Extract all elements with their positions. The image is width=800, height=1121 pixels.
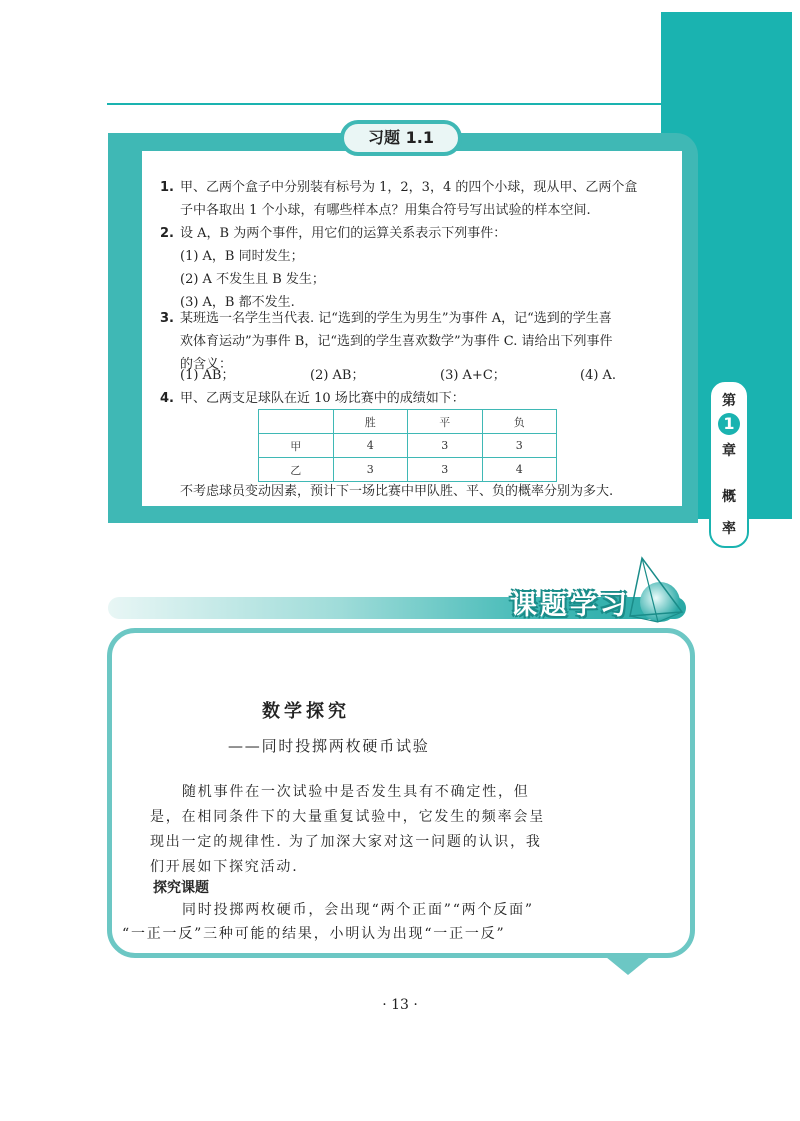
table-cell: 4 — [333, 434, 408, 458]
table-row — [259, 458, 557, 482]
inquiry-section-line-1: 同时投掷两枚硬币，会出现“两个正面”“两个反面” — [182, 902, 534, 918]
table-cell: 甲 — [259, 434, 334, 458]
inquiry-section-heading: 探究课题 — [153, 880, 209, 896]
banner-title: 课题学习 — [510, 590, 630, 621]
question-3-number: 3. — [160, 311, 174, 326]
inquiry-paragraph-line-1: 随机事件在一次试验中是否发生具有不确定性，但 — [182, 784, 530, 800]
question-3-option-4: (4) A. — [580, 368, 617, 383]
question-2-item-3: (3) A，B 都不发生. — [180, 295, 295, 310]
question-2-stem: 设 A，B 为两个事件，用它们的运算关系表示下列事件： — [180, 226, 507, 241]
question-4-question: 不考虑球员变动因素，预计下一场比赛中甲队胜、平、负的概率分别为多大. — [180, 484, 614, 499]
table-cell: 4 — [482, 458, 557, 482]
question-3-option-1: (1) AB； — [180, 368, 235, 383]
question-2-item-2: (2) A 不发生且 B 发生； — [180, 272, 325, 287]
question-3-line-1: 某班选一名学生当代表. 记“选到的学生为男生”为事件 A，记“选到的学生喜 — [180, 311, 612, 326]
table-header-cell — [259, 410, 334, 434]
inquiry-paragraph — [150, 780, 545, 880]
inquiry-section-line-2: “一正一反”三种可能的结果，小明认为出现“一正一反” — [122, 926, 506, 942]
question-4 — [160, 387, 676, 410]
table-cell: 3 — [333, 458, 408, 482]
inquiry-paragraph-line-3: 现出一定的规律性. 为了加深大家对这一问题的认识，我 — [150, 834, 542, 850]
table-cell: 3 — [408, 458, 483, 482]
chapter-number-badge: 1 — [718, 413, 740, 435]
question-3-line-2: 欢体育运动”为事件 B，记“选到的学生喜欢数学”为事件 C. 请给出下列事件 — [180, 334, 613, 349]
table-header-cell: 胜 — [333, 410, 408, 434]
table-cell: 乙 — [259, 458, 334, 482]
inquiry-paragraph-line-2: 是，在相同条件下的大量重复试验中，它发生的频率会呈 — [150, 809, 545, 825]
question-4-number: 4. — [160, 391, 174, 406]
question-2-number: 2. — [160, 226, 174, 241]
header-rule — [107, 103, 661, 105]
question-1-line-2: 子中各取出 1 个小球，有哪些样本点？用集合符号写出试验的样本空间. — [180, 203, 591, 218]
chapter-tab-zhang: 章 — [722, 443, 736, 459]
table-header-cell: 负 — [482, 410, 557, 434]
chapter-tab-di: 第 — [722, 393, 736, 409]
inquiry-title: 数学探究 — [262, 701, 350, 722]
question-3-option-2: (2) AB； — [310, 368, 365, 383]
chapter-tab — [709, 380, 749, 548]
geometry-icon — [624, 556, 694, 626]
question-1-number: 1. — [160, 180, 174, 195]
inquiry-subtitle: ——同时投掷两枚硬币试验 — [228, 737, 430, 755]
exercise-title: 习题 1.1 — [340, 120, 462, 156]
question-2 — [160, 222, 676, 314]
table-cell: 3 — [408, 434, 483, 458]
table-row — [259, 434, 557, 458]
inquiry-section-body — [122, 898, 534, 946]
inquiry-frame-pointer — [606, 957, 650, 975]
question-2-item-1: (1) A，B 同时发生； — [180, 249, 304, 264]
question-1-line-1: 甲、乙两个盒子中分别装有标号为 1，2，3，4 的四个小球，现从甲、乙两个盒 — [180, 180, 638, 195]
chapter-tab-title-2: 率 — [722, 521, 736, 537]
question-3-option-3: (3) A+C； — [440, 368, 506, 383]
table-header-row — [259, 410, 557, 434]
results-table — [258, 409, 557, 482]
question-4-stem: 甲、乙两支足球队在近 10 场比赛中的成绩如下： — [180, 391, 465, 406]
inquiry-paragraph-line-4: 们开展如下探究活动. — [150, 859, 299, 875]
page-number: · 13 · — [382, 997, 418, 1013]
table-cell: 3 — [482, 434, 557, 458]
chapter-tab-title-1: 概 — [722, 489, 736, 505]
table-header-cell: 平 — [408, 410, 483, 434]
question-1 — [160, 176, 676, 222]
question-3-line-3: 的含义： — [180, 357, 233, 372]
